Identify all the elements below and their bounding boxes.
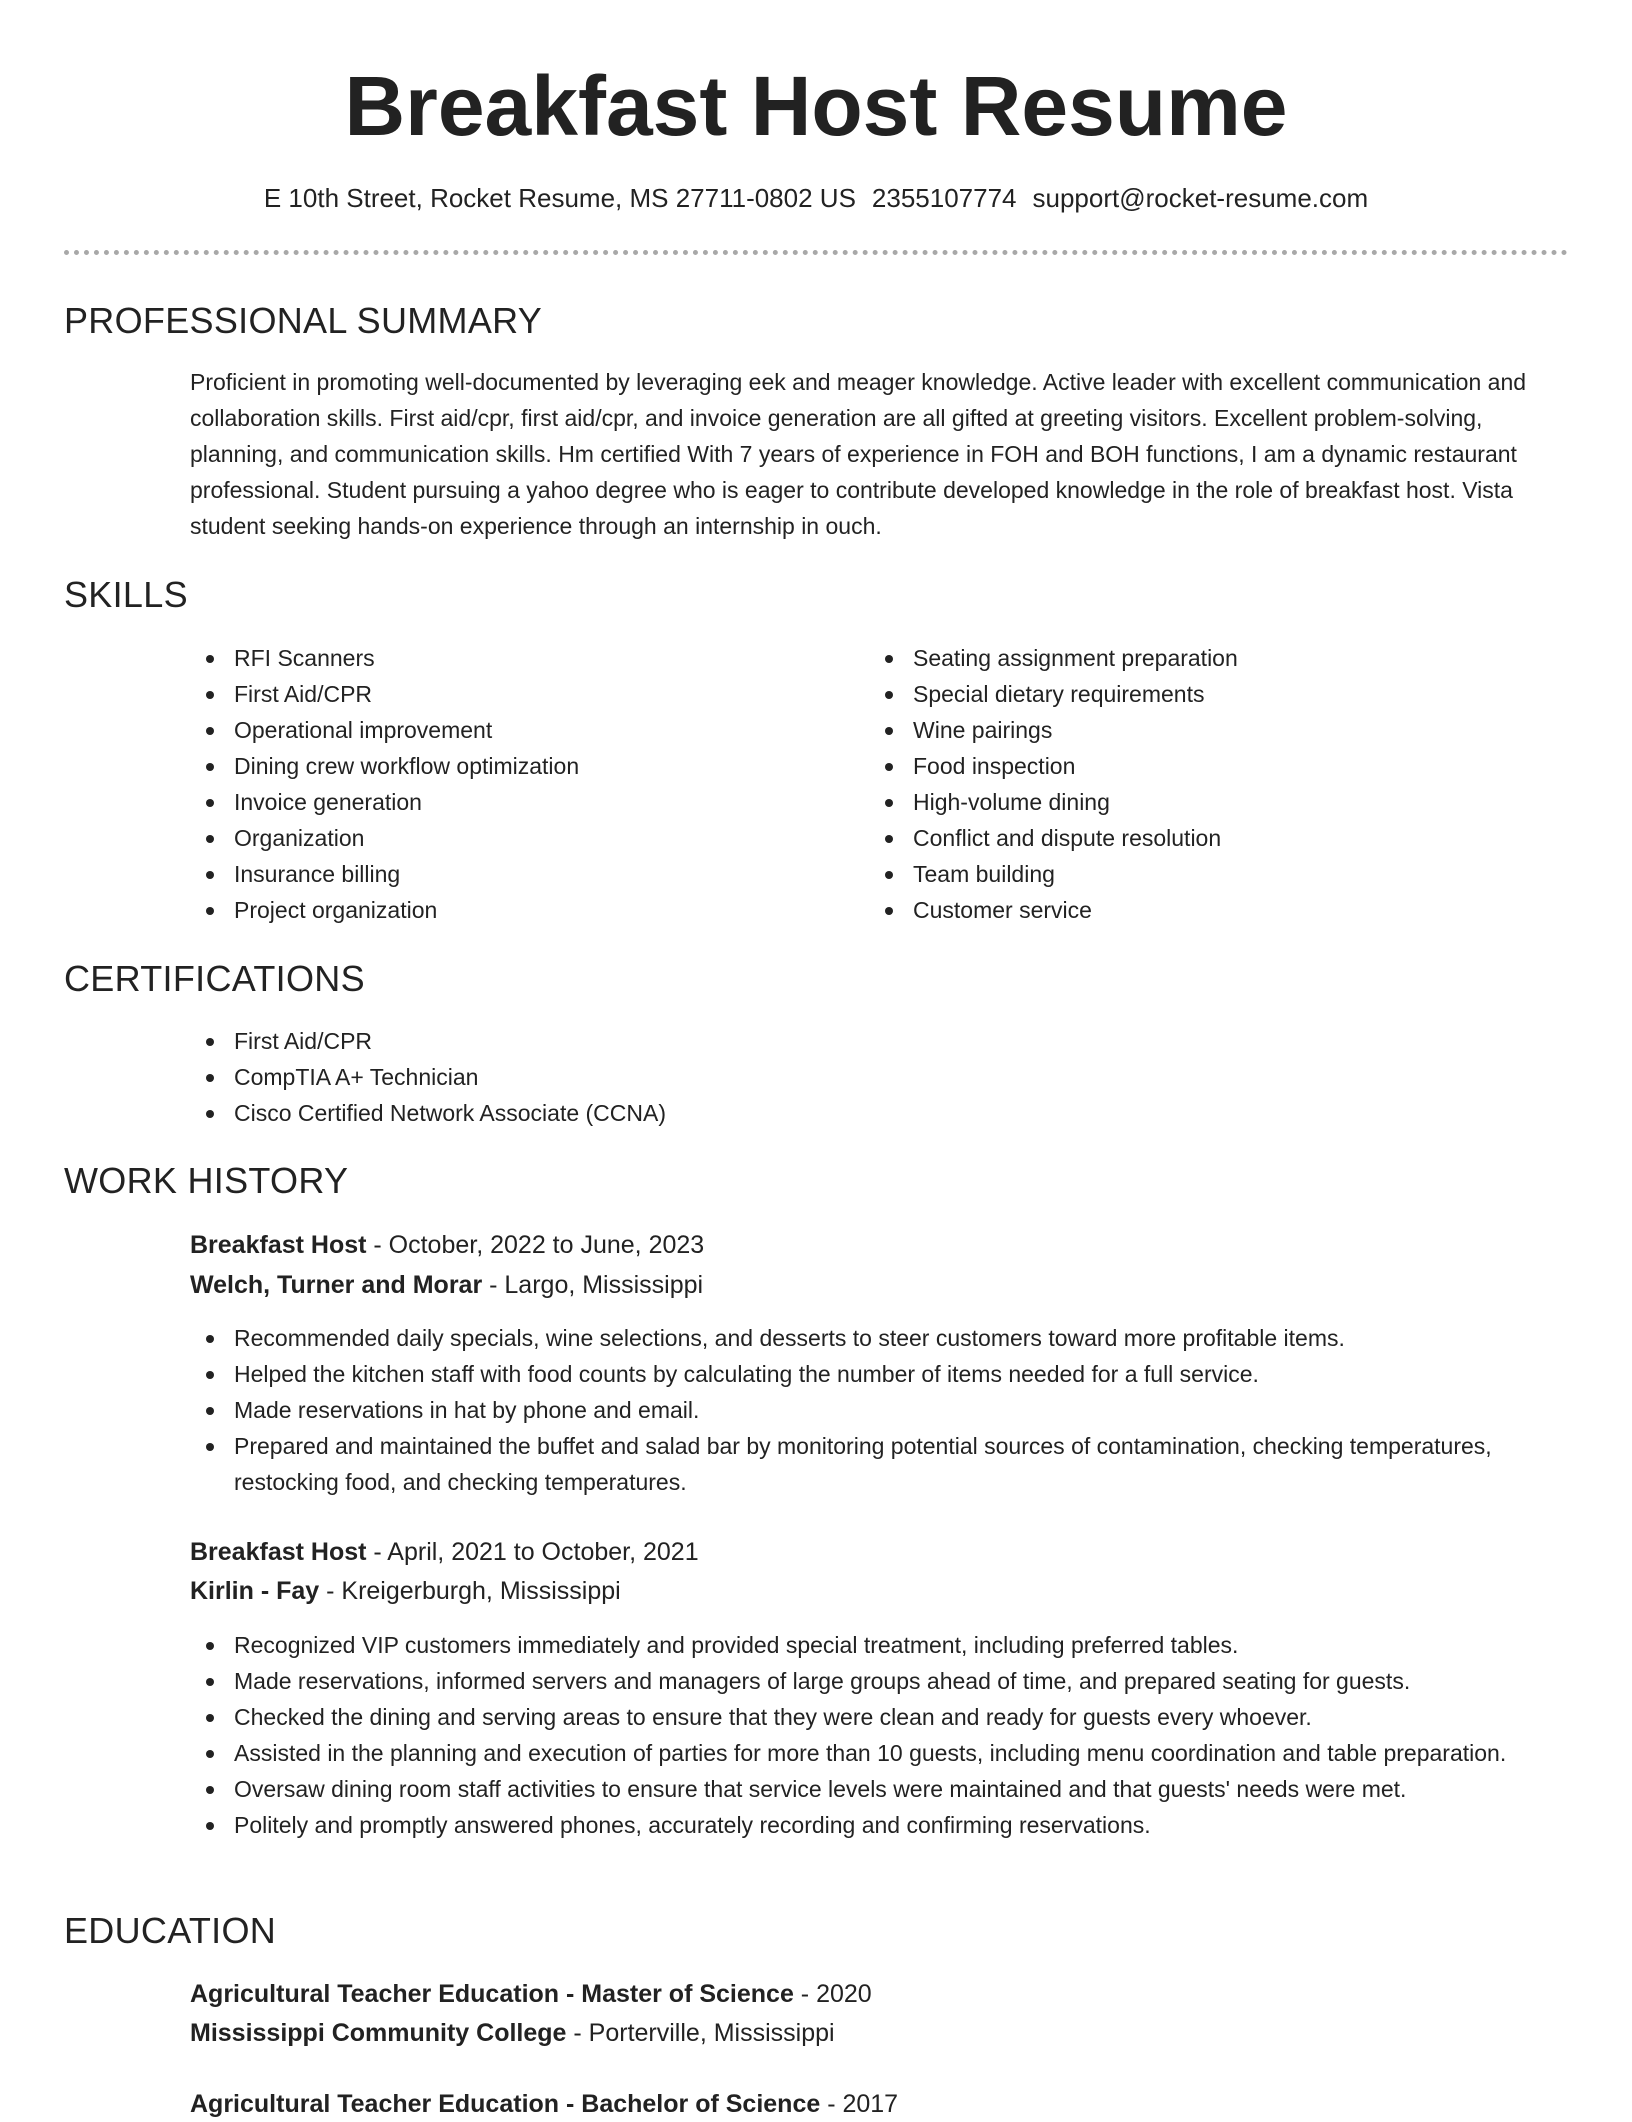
contact-address: E 10th Street, Rocket Resume, MS 27711-0802 US — [263, 183, 856, 213]
list-item: Made reservations in hat by phone and email. — [190, 1392, 1550, 1428]
list-item: Prepared and maintained the buffet and salad bar by monitoring potential sources of contamination, checking temperatures, restocking food, and checking temperatures. — [190, 1428, 1550, 1500]
education-1-year: - 2020 — [793, 1980, 872, 2008]
skills-list-left — [190, 640, 810, 928]
education-1-degree-line — [190, 1976, 872, 2012]
resume-title: Breakfast Host Resume — [344, 59, 1288, 153]
list-item: Dining crew workflow optimization — [190, 748, 810, 784]
contact-line — [0, 180, 1632, 216]
job-2-dates: - April, 2021 to October, 2021 — [366, 1538, 699, 1566]
list-item: Checked the dining and serving areas to ensure that they were clean and ready for guests every whoever. — [190, 1699, 1550, 1735]
job-2-location: - Kreigerburgh, Mississippi — [319, 1577, 621, 1605]
list-item: Seating assignment preparation — [869, 640, 1529, 676]
skills-list-right — [869, 640, 1529, 928]
education-2-degree: Agricultural Teacher Education - Bachelor of Science — [190, 2090, 821, 2118]
education-1-location: - Porterville, Mississippi — [566, 2019, 835, 2047]
contact-email: support@rocket-resume.com — [1032, 183, 1369, 213]
job-1-dates: - October, 2022 to June, 2023 — [366, 1231, 705, 1259]
education-1-school-line — [190, 2015, 835, 2051]
job-1-bullets — [190, 1320, 1550, 1500]
job-1-role: Breakfast Host — [190, 1231, 367, 1259]
job-1-location: - Largo, Mississippi — [482, 1271, 704, 1299]
list-item: Customer service — [869, 892, 1529, 928]
list-item: Conflict and dispute resolution — [869, 820, 1529, 856]
education-heading: EDUCATION — [64, 1910, 277, 1951]
job-2-title-line — [190, 1534, 699, 1570]
list-item: Politely and promptly answered phones, accurately recording and confirming reservations. — [190, 1807, 1550, 1843]
list-item: RFI Scanners — [190, 640, 810, 676]
job-2-company-line — [190, 1573, 621, 1609]
certifications-list — [190, 1023, 1550, 1131]
list-item: Wine pairings — [869, 712, 1529, 748]
list-item: Assisted in the planning and execution of parties for more than 10 guests, including menu coordination and table preparation. — [190, 1735, 1550, 1771]
education-2-year: - 2017 — [820, 2090, 899, 2118]
job-2-role: Breakfast Host — [190, 1538, 367, 1566]
list-item: Organization — [190, 820, 810, 856]
list-item: High-volume dining — [869, 784, 1529, 820]
education-1-degree: Agricultural Teacher Education - Master of Science — [190, 1980, 794, 2008]
list-item: Insurance billing — [190, 856, 810, 892]
list-item: Made reservations, informed servers and managers of large groups ahead of time, and prepared seating for guests. — [190, 1663, 1550, 1699]
list-item: Food inspection — [869, 748, 1529, 784]
list-item: Recommended daily specials, wine selections, and desserts to steer customers toward more profitable items. — [190, 1320, 1550, 1356]
list-item: Oversaw dining room staff activities to ensure that service levels were maintained and that guests' needs were met. — [190, 1771, 1550, 1807]
contact-phone: 2355107774 — [871, 183, 1017, 213]
skills-heading: SKILLS — [64, 574, 188, 615]
job-1-company-line — [190, 1267, 703, 1303]
work-history-heading: WORK HISTORY — [64, 1160, 349, 1201]
job-2-bullets — [190, 1627, 1550, 1843]
education-2-degree-line — [190, 2086, 898, 2122]
list-item: Special dietary requirements — [869, 676, 1529, 712]
list-item: Cisco Certified Network Associate (CCNA) — [190, 1095, 1550, 1131]
job-1-title-line — [190, 1227, 704, 1263]
header-divider — [64, 250, 1568, 255]
list-item: First Aid/CPR — [190, 1023, 1550, 1059]
job-1-company: Welch, Turner and Morar — [190, 1271, 483, 1299]
list-item: Project organization — [190, 892, 810, 928]
summary-heading: PROFESSIONAL SUMMARY — [64, 300, 543, 341]
list-item: CompTIA A+ Technician — [190, 1059, 1550, 1095]
list-item: Operational improvement — [190, 712, 810, 748]
list-item: First Aid/CPR — [190, 676, 810, 712]
certifications-heading: CERTIFICATIONS — [64, 958, 365, 999]
list-item: Helped the kitchen staff with food counts by calculating the number of items needed for a full service. — [190, 1356, 1550, 1392]
education-1-school: Mississippi Community College — [190, 2019, 567, 2047]
list-item: Recognized VIP customers immediately and provided special treatment, including preferred tables. — [190, 1627, 1550, 1663]
list-item: Team building — [869, 856, 1529, 892]
job-2-company: Kirlin - Fay — [190, 1577, 320, 1605]
list-item: Invoice generation — [190, 784, 810, 820]
summary-text: Proficient in promoting well-documented by leveraging eek and meager knowledge. Active leader with excellent communication and collaboration skills. First aid/cpr, first aid/cpr, and invoice generation are all gifted at greeting visitors. Excellent problem-solving, planning, and communication skills. Hm certified With 7 years of experience in FOH and BOH functions, I am a dynamic restaurant professional. Student pursuing a yahoo degree who is eager to contribute developed knowledge in the role of breakfast host. Vista student seeking hands-on experience through an internship in ouch. — [190, 369, 1527, 539]
